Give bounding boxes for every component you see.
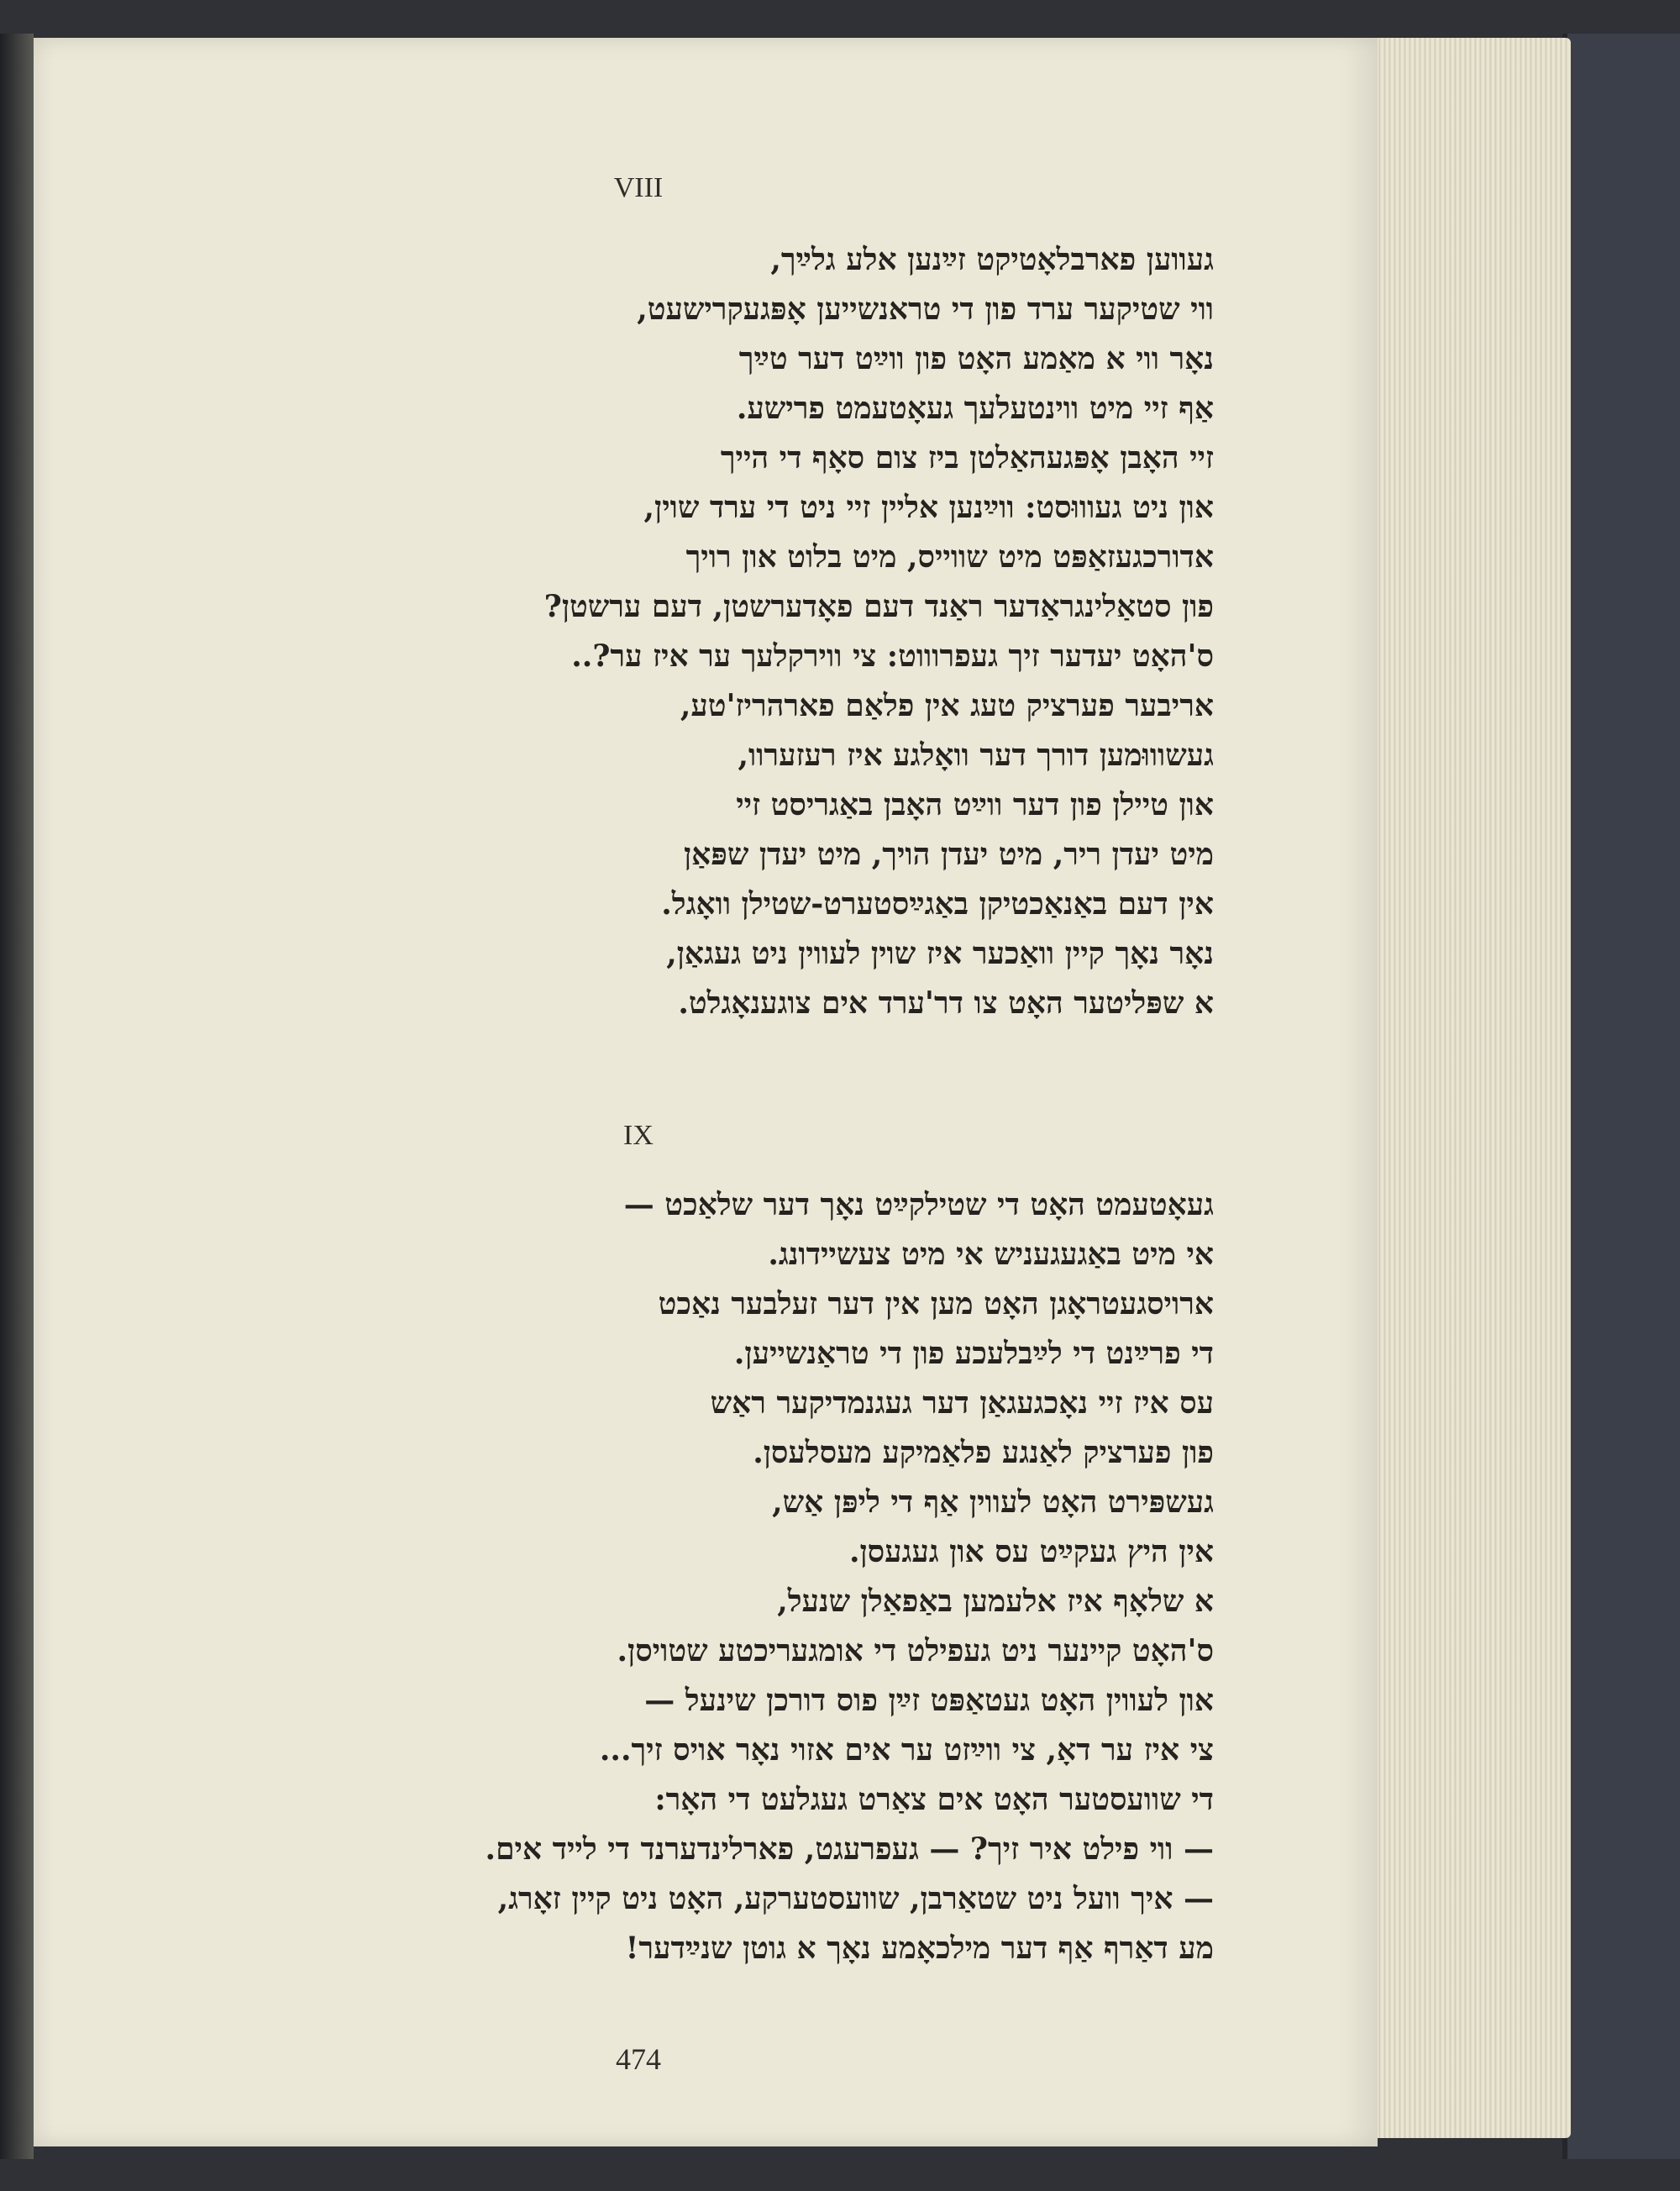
verse-line: ס'האָט קיינער ניט געפילט די אומגעריכטע שטויסן. [617,1633,1214,1668]
verse-line: צי איז ער דאָ, צי ווײַזט ער אים אזוי נאָר אויס זיך... [599,1732,1214,1768]
verse-line: מיט יעדן ריר, מיט יעדן הויך, מיט יעדן שפּאַן [683,837,1214,872]
verse-line: אַף זיי מיט ווינטעלעך געאָטעמט פרישע. [736,391,1214,426]
verse-line: אין היץ געקײַט עס און געגעסן. [848,1534,1214,1569]
verse-line: מע דאַרף אַף דער מילכאָמע נאָך א גוטן שנײַדער! [625,1931,1214,1966]
page-edges [1361,38,1571,2138]
page-number: 474 [616,2042,661,2076]
verse-line: פון פערציק לאַנגע פלאַמיקע מעסלעסן. [753,1435,1214,1470]
verse-line: געווען פארבלאָטיקט זײַנען אלע גלײַך, [770,242,1214,277]
book-page [34,38,1378,2146]
verse-line: און לעווין האָט געטאַפּט זײַן פוס דורכן שינעל — [644,1683,1214,1718]
verse-line: ס'האָט יעדער זיך געפרוווט: צי ווירקלעך ער איז ער?.. [571,638,1214,674]
verse-line: א שלאָף איז אלעמען באַפאַלן שנעל, [777,1584,1214,1619]
stanza-ix [486,1180,1214,1973]
verse-line: נאָר ווי א מאַמע האָט פון ווײַט דער טײַך [738,341,1214,376]
verse-line: ארויסגעטראָגן האָט מען אין דער זעלבער נאַכט [658,1286,1214,1321]
verse-line: און טיילן פון דער ווײַט האָבן באַגריסט זיי [736,787,1214,822]
verse-line: געשפּירט האָט לעווין אַף די ליפּן אַש, [772,1484,1214,1520]
verse-line: אדורכגעזאַפּט מיט שווייס, מיט בלוט און רויך [685,539,1214,575]
verse-line: זיי האָבן אָפּגעהאַלטן ביז צום סאָף די הייך [720,440,1214,476]
verse-line: געאָטעמט האָט די שטילקײַט נאָך דער שלאַכט — [623,1187,1214,1222]
verse-line: אין דעם באַנאַכטיקן באַגײַסטערט-שטילן וואָגל. [661,886,1214,922]
verse-line: — ווי פילט איר זיך? — געפרעגט, פארלינדערנד די לייד אים. [485,1831,1214,1867]
stanza-viii [544,235,1214,1028]
verse-line: פון סטאַלינגראַדער ראַנד דעם פאָדערשטן, דעם ערשטן? [543,589,1214,624]
verse-line: אריבער פערציק טעג אין פלאַם פארהריז'טע, [680,688,1214,723]
book-spine-left [0,34,34,2159]
verse-line: עס איז זיי נאָכגעגאַן דער געגנמדיקער ראַש [710,1385,1214,1421]
verse-line: נאָר נאָך קיין וואַכער איז שוין לעווין ניט געגאַן, [666,936,1214,971]
verse-line: אי מיט באַגעגעניש אי מיט צעשיידונג. [768,1237,1214,1272]
verse-line: ווי שטיקער ערד פון די טראנשייען אָפּגעקרישעט, [637,292,1214,327]
verse-line: די שוועסטער האָט אים צאַרט געגלעט די האָר: [654,1782,1214,1817]
verse-line: — איך וועל ניט שטאַרבן, שוועסטערקע, האָט ניט קיין זאָרג, [497,1881,1214,1916]
verse-line: און ניט געוווּסט: ווײַנען אליין זיי ניט די ערד שוין, [643,490,1214,525]
section-heading-ix: IX [623,1120,654,1151]
book-cover-edge [1562,34,1680,2159]
verse-line: די פרײַנט די לײַבלעכע פון די טראַנשייען. [733,1336,1214,1371]
verse-line: א שפּליטער האָט צו דר'ערד אים צוגענאָגלט. [678,985,1214,1021]
verse-line: געשוווּמען דורך דער וואָלגע איז רעזערוו, [738,738,1214,773]
section-heading-viii: VIII [613,172,664,203]
